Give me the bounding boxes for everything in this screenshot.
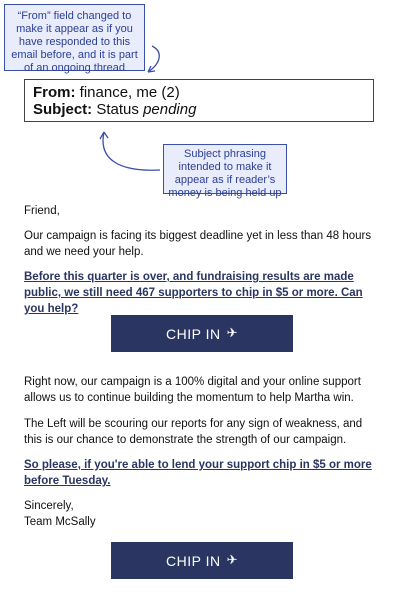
chip-in-link-2[interactable]: So please, if you're able to lend your support chip in $5 or more before Tuesday. (24, 459, 372, 487)
paragraph-left: The Left will be scouring our reports for any sign of weakness, and this is our chance to demonstrate the strength of our campaign. (24, 418, 363, 446)
chip-in-button-2[interactable] (111, 542, 293, 579)
greeting: Friend, (24, 205, 60, 217)
from-label: From: (33, 84, 76, 101)
from-field-annotation: “From” field changed to make it appear as if you have responded to this email before, and it is part of an ongoing thread (4, 4, 145, 71)
email-header (24, 79, 374, 122)
chip-in-link-1[interactable]: Before this quarter is over, and fundraising results are made public, we still need 467 supporters to chip in $5 or more. Can you help? (24, 271, 363, 315)
paragraph-digital: Right now, our campaign is a 100% digital and your online support allows us to continue building the momentum to help Martha win. (24, 376, 361, 404)
subject-line (33, 101, 365, 118)
chip-in-button-2-label: CHIP IN (166, 552, 221, 569)
subject-prefix: Status (96, 101, 139, 118)
chip-in-button-1-label: CHIP IN (166, 325, 221, 342)
paragraph-deadline: Our campaign is facing its biggest deadline yet in less than 48 hours and we need your help. (24, 230, 372, 258)
airplane-icon: ✈ (226, 553, 238, 568)
from-value[interactable]: finance, me (2) (79, 84, 180, 101)
chip-in-button-1[interactable] (111, 315, 293, 352)
signature: Team McSally (24, 516, 96, 528)
signoff: Sincerely, (24, 500, 74, 512)
from-line (33, 84, 365, 101)
subject-label: Subject: (33, 101, 93, 118)
subject-annotation: Subject phrasing intended to make it appear as if reader’s money is being held up (163, 144, 287, 194)
subject-annotation-arrow (103, 132, 160, 170)
subject-status: pending (143, 101, 197, 118)
airplane-icon: ✈ (226, 326, 238, 341)
